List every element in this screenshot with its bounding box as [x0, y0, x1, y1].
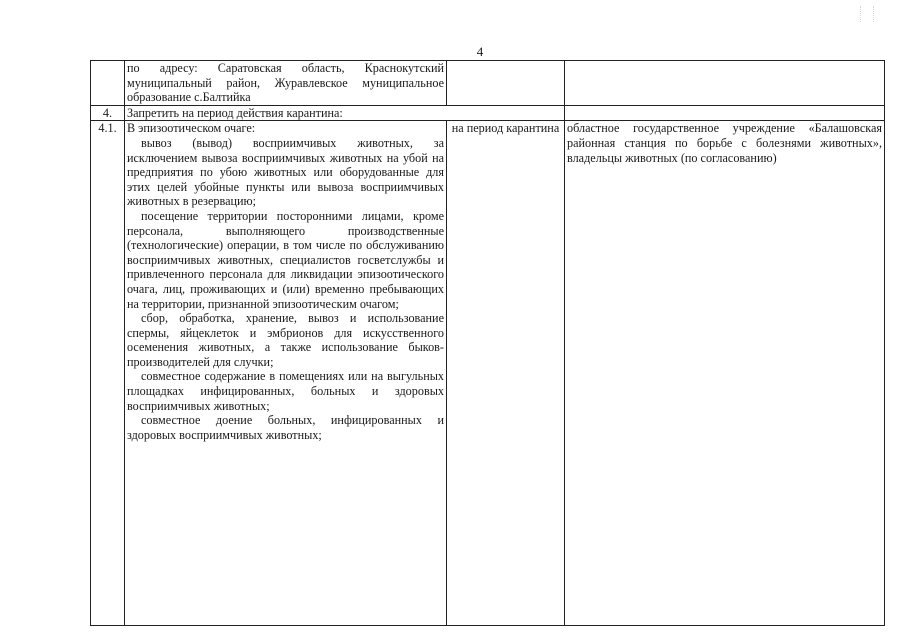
row-number-cell: 4. [91, 105, 125, 121]
measure-heading: Запретить на период действия карантина: [127, 105, 343, 120]
measure-paragraph: посещение территории посторонними лицами, кроме персонала, выполняющего производственные (технологические) операции, в том числе по обслуживанию восприимчивых животных, специалистов госветслужбы и привлеченного персонала для ликвидации эпизоотического очага, лиц, проживающих и (или) временно пребывающих на территории, признанной эпизоотическим очагом; [127, 208, 444, 311]
scan-corner-mark [860, 6, 874, 22]
page-number: 4 [476, 44, 484, 59]
responsible-cell: областное государственное учреждение «Балашовская районная станция по борьбе с болезнями животных», владельцы животных (по согласованию) [565, 121, 885, 626]
measures-table [90, 60, 885, 626]
table-row-continuation [91, 61, 885, 106]
measure-paragraph: сбор, обработка, хранение, вывоз и использование спермы, яйцеклеток и эмбрионов для искусственного осеменения животных, а также использование быков-производителей для случки; [127, 311, 444, 369]
measure-subheading: В эпизоотическом очаге: [127, 121, 256, 136]
column-divider [564, 105, 565, 122]
term-cell [447, 61, 565, 106]
measure-cell: по адресу: Саратовская область, Краснокутский муниципальный район, Журавлевское муниципальное образование с.Балтийка [125, 61, 447, 106]
measure-paragraph: совместное содержание в помещениях или на выгульных площадках инфицированных, больных и здоровых восприимчивых животных; [127, 369, 444, 413]
measure-heading-cell [125, 105, 885, 121]
measure-cell [125, 121, 447, 626]
measure-paragraph: совместное доение больных, инфицированных и здоровых восприимчивых животных; [127, 413, 444, 442]
table-row-item-4 [91, 105, 885, 121]
table-row-item-4-1 [91, 121, 885, 626]
responsible-cell [565, 61, 885, 106]
row-number-cell: 4.1. [91, 121, 125, 626]
measure-paragraph: вывоз (вывод) восприимчивых животных, за исключением вывоза восприимчивых животных на убой на предприятия по убою животных или оборудованные для этих целей убойные пункты или вывоза восприимчивых животных в резервацию; [127, 135, 444, 209]
row-number-cell [91, 61, 125, 106]
term-cell: на период карантина [447, 121, 565, 626]
